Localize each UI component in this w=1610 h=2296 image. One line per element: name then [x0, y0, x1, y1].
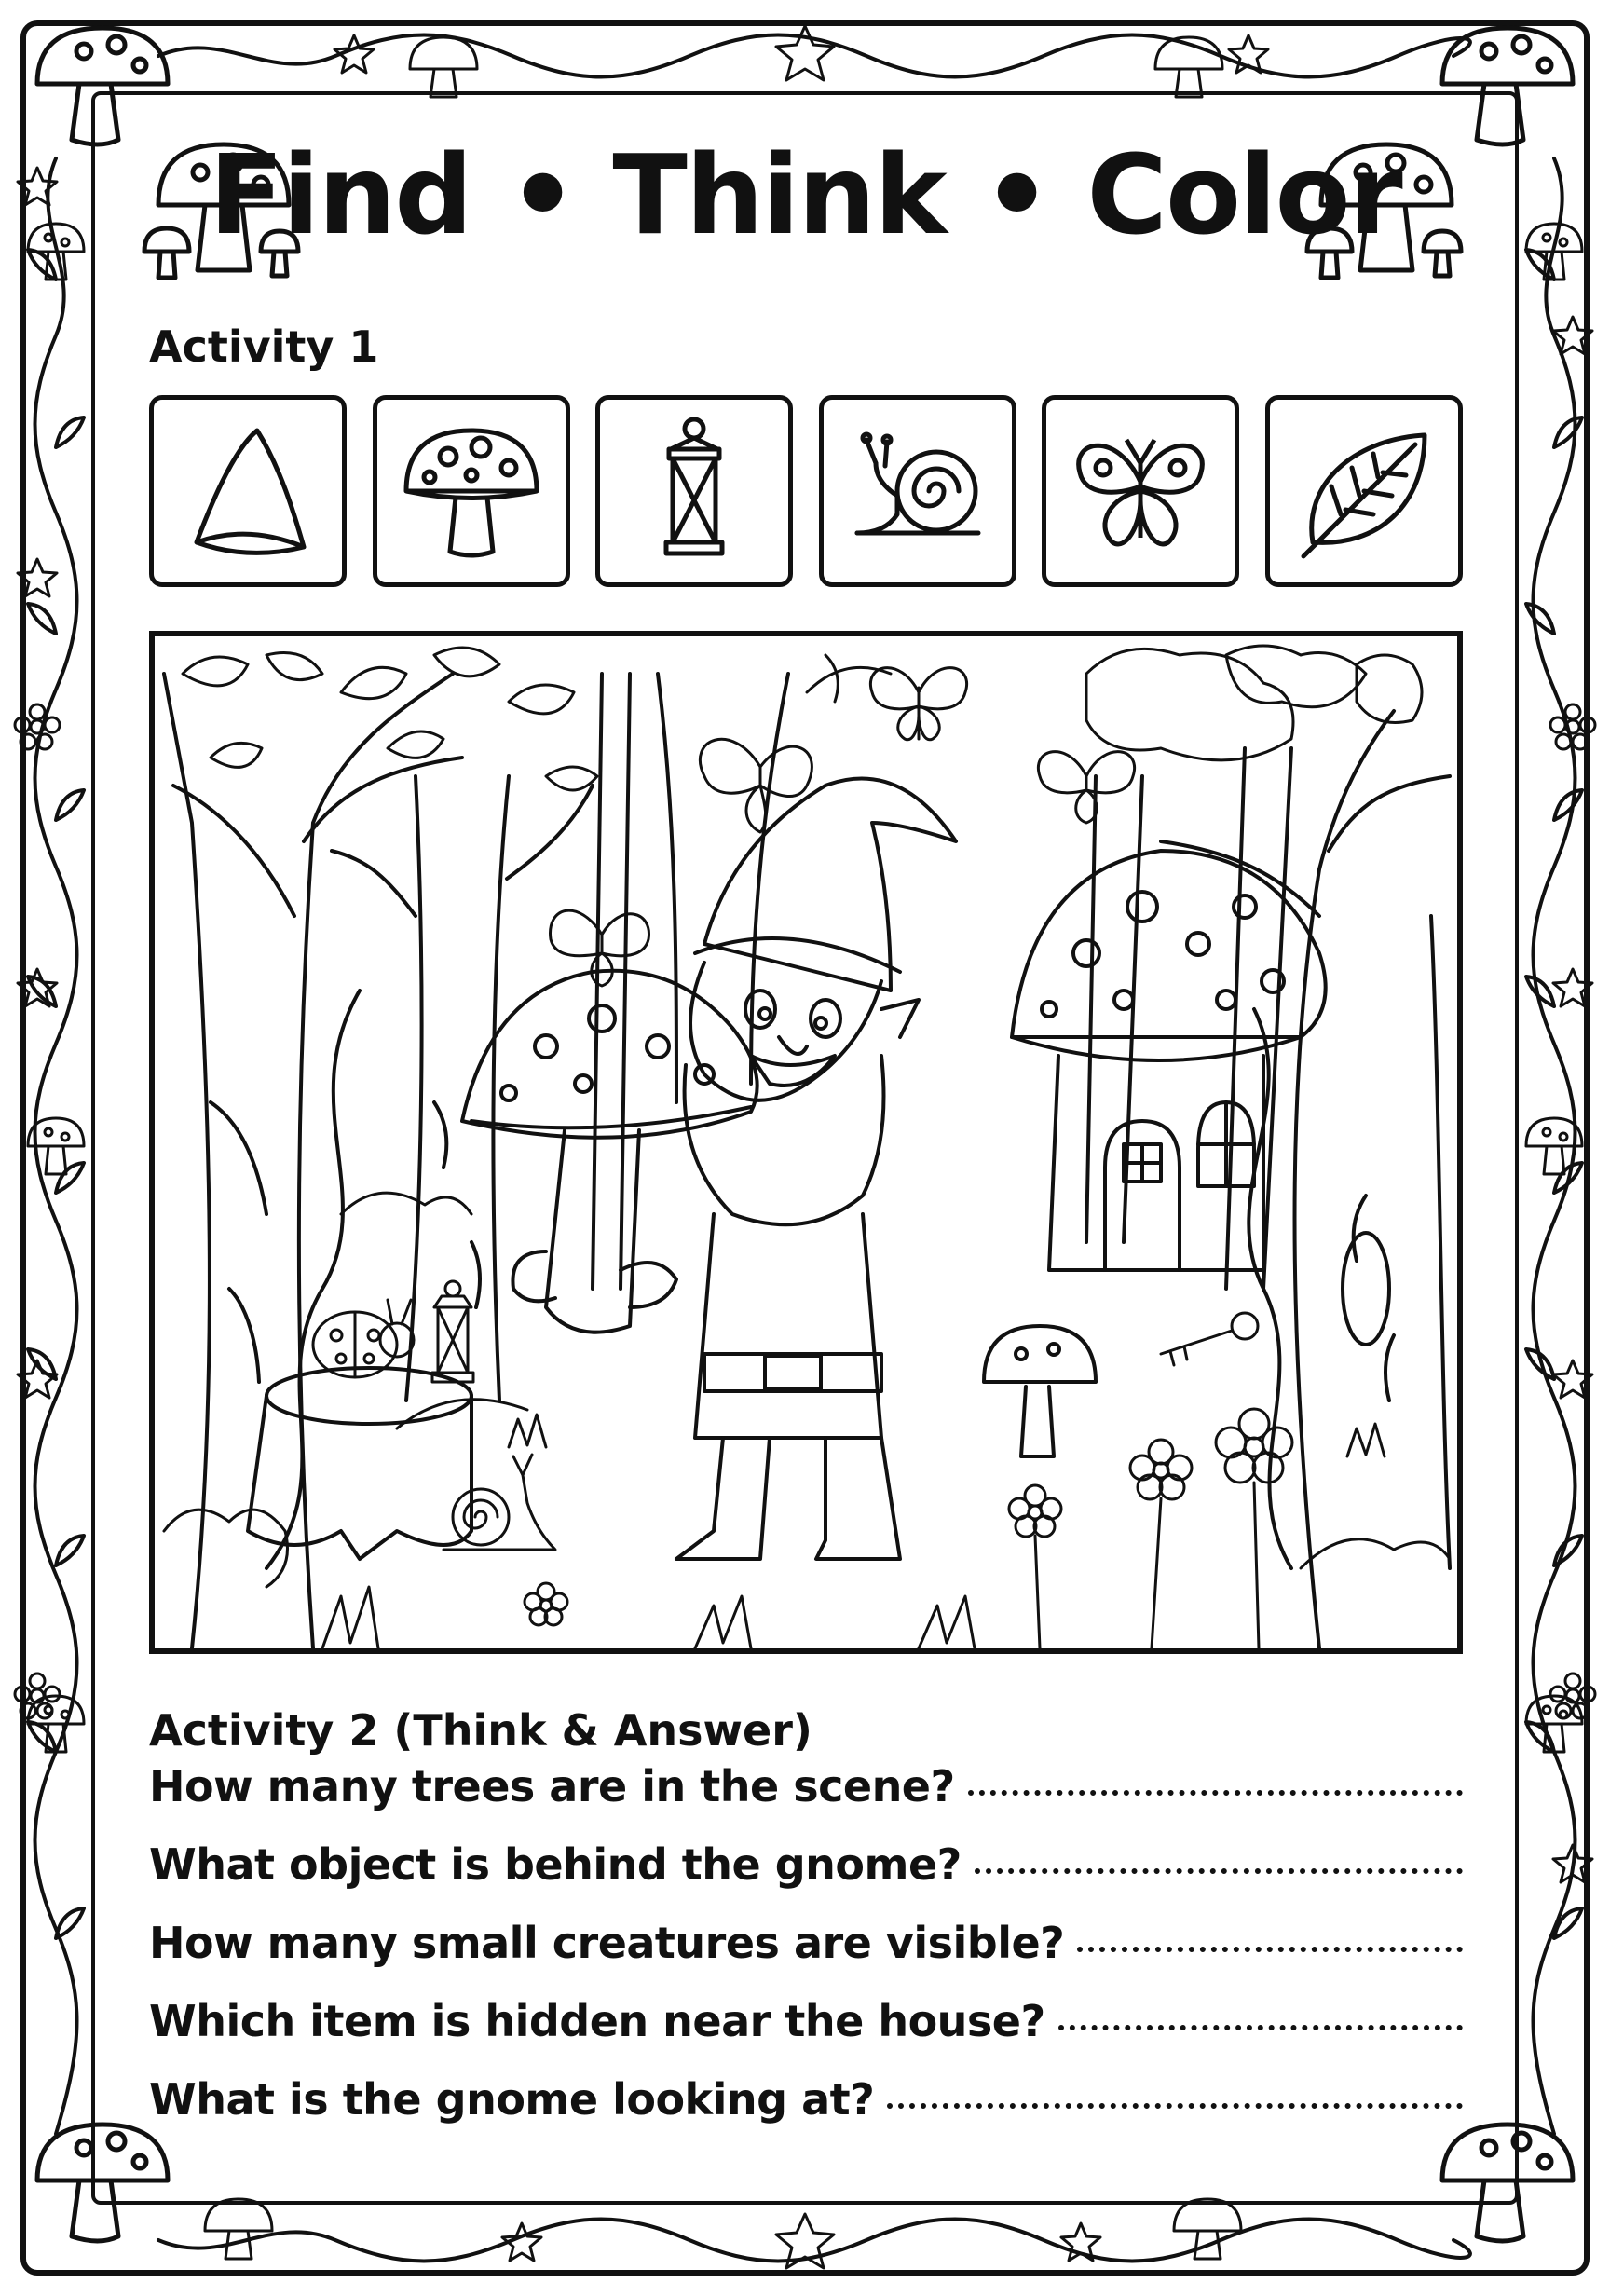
canopy-leaves	[183, 646, 1422, 790]
tree-right	[1161, 711, 1450, 1648]
answer-line[interactable]	[1077, 1947, 1463, 1952]
vine-left	[266, 991, 360, 1568]
activity-2-heading: Activity 2 (Think & Answer)	[149, 1705, 812, 1756]
gnome-hat-icon	[169, 412, 327, 570]
leaf-icon	[1285, 412, 1443, 570]
answer-line[interactable]	[968, 1790, 1463, 1796]
question-text: What object is behind the gnome?	[149, 1839, 962, 1890]
tree-stump	[248, 1368, 471, 1559]
butterfly-icon	[1061, 412, 1220, 570]
question-row	[149, 2074, 1463, 2152]
question-text: What is the gnome looking at?	[149, 2074, 875, 2125]
question-text: Which item is hidden near the house?	[149, 1996, 1045, 2046]
mushroom-house	[1012, 851, 1326, 1270]
forest-scene	[149, 631, 1463, 1654]
gnome-forest-illustration	[155, 636, 1457, 1648]
ladybug	[313, 1300, 414, 1377]
question-text: How many small creatures are visible?	[149, 1918, 1065, 1968]
question-row	[149, 1761, 1463, 1839]
butterfly-left-mid	[700, 739, 812, 832]
answer-line[interactable]	[1058, 2025, 1463, 2030]
find-item-snail	[819, 395, 1016, 587]
find-item-leaf	[1265, 395, 1463, 587]
question-list	[149, 1761, 1463, 2152]
find-item-hat	[149, 395, 347, 587]
answer-line[interactable]	[887, 2103, 1463, 2109]
gnome	[676, 779, 956, 1560]
butterfly-top	[870, 668, 966, 740]
page-title: Find • Think • Color	[209, 130, 1401, 259]
mushroom-icon	[392, 412, 551, 570]
hidden-key	[1161, 1313, 1258, 1365]
snail-icon	[839, 412, 997, 570]
question-row	[149, 1839, 1463, 1918]
answer-line[interactable]	[975, 1868, 1463, 1874]
question-text: How many trees are in the scene?	[149, 1761, 955, 1811]
find-items-row	[149, 395, 1463, 589]
ground-snail	[443, 1455, 555, 1550]
find-item-mushroom	[373, 395, 570, 587]
small-lantern	[432, 1281, 473, 1382]
question-row	[149, 1996, 1463, 2074]
lantern-icon	[615, 412, 773, 570]
activity-1-heading: Activity 1	[149, 321, 379, 372]
small-mushroom	[984, 1326, 1096, 1456]
tree-back-right	[1086, 748, 1291, 1289]
question-row	[149, 1918, 1463, 1996]
flowers	[525, 1409, 1292, 1648]
butterfly-right	[1038, 752, 1134, 823]
find-item-butterfly	[1042, 395, 1239, 587]
find-item-lantern	[595, 395, 793, 587]
held-mushroom	[462, 971, 757, 1332]
